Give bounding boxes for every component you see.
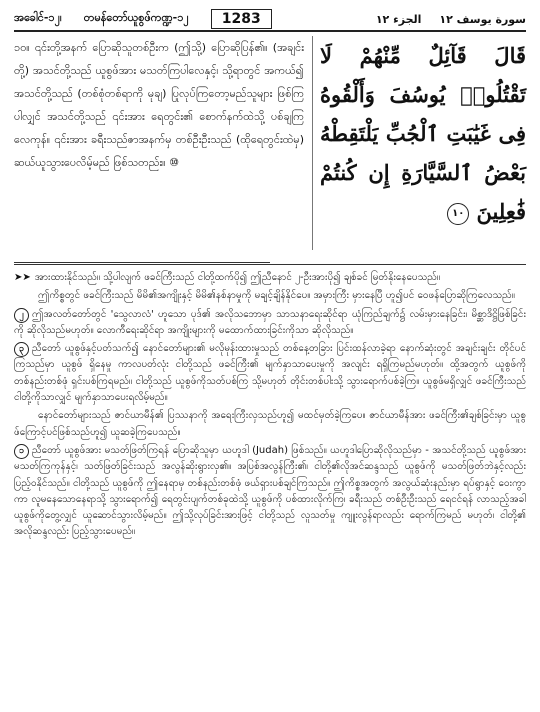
header-title: တမန်တော်ယူစွဖ်ကဏ္ဍ-၁၂	[83, 11, 189, 24]
arabic-column	[320, 36, 526, 231]
header-right	[376, 13, 526, 26]
footnote-ref: ⑩	[169, 156, 179, 169]
footnote-text: ညီတော် ယူစွဖ်အား မသတ်ဖြတ်ကြရန် ပြောဆိုသူမှာ ယဟူဒါ (Judah) ဖြစ်သည်။ ယဟူဒါပြောဆိုလိုသည်မှာ - အသင်တို့သည် ယူစွဖ်အား မသတ်ကြကုန်နှင့်၊ သတ်ဖြတ်ခြင်းသည် အလွန်ဆိုးရွားလှ၏။ အပြစ်အလွန်ကြီး၏၊ ငါတို့၏လိုအင်ဆန္ဒသည် ယူစွဖ်ကို မသတ်ဖြတ်ဘဲနှင့်လည်း ပြည့်ဝနိုင်သည်။ ငါတို့သည် ယူစွဖ်ကို ဤနေရာမှ တစ်နည်းတစ်ဖုံ ဖယ်ရှားပစ်ချင်ကြသည်။ ဤကိစ္စအတွက် အလွယ်ဆုံးနည်းမှာ ရပ်ရွာနှင့် ဝေးကွာကာ လူမနေသောနေရာသို့ သွားရောက်၍ ရေတွင်းပျက်တစ်ခုထဲသို့ ယူစွဖ်ကို ပစ်ထားလိုက်ကြ၊ ခရီးသည် တစ်ဦးဦးသည် ရေငင်ရန် လာသည့်အခါ ယူစွဖ်ကိုတွေ့လျှင် ယူဆောင်သွားလိမ့်မည်။ ဤသို့လုပ်ခြင်းအားဖြင့် ငါတို့သည် လူသတ်မှု ကျူးလွန်ရာလည်း ရောက်ကြမည် မဟုတ်၊ ငါတို့၏ အလိုဆန္ဒလည်း ပြည့်သွားပေမည်။	[14, 444, 526, 538]
footnote-paragraph	[14, 341, 526, 406]
footnote-paragraph	[14, 443, 526, 541]
translation-text: ၎င်းတို့အနက် ပြောဆိုသူတစ်ဦးက (ဤသို့) ပြောဆိုပြန်၏။ (အချင်းတို့) အသင်တို့သည် ယူစွဖ်အား မသတ်ကြပါလေနှင့်၊ သို့ရာတွင် အကယ်၍ အသင်တို့သည် (တစ်စုံတစ်ရာကို မုချ) ပြုလုပ်ကြတော့မည်သူများ ဖြစ်ကြပါလျှင် အသင်တို့သည် ၎င်းအား ရေတွင်း၏ စောက်နက်ထဲသို့ ပစ်ချကြလေကုန်။ ၎င်းအား ခရီးသည်ဇာအနက်မှ တစ်ဦးဦးသည် (ထိုရေတွင်းထဲမှ) ဆယ်ယူသွားပေလိမ့်မည် ဖြစ်သတည်း။	[14, 41, 304, 169]
footnotes	[14, 270, 526, 543]
footnote-marker: ၃	[14, 342, 29, 357]
footnote-paragraph	[14, 270, 526, 286]
footnote-paragraph	[14, 307, 526, 340]
header-juz: الجزء ١٢	[375, 12, 422, 26]
footnote-text: နောင်တော်များသည် ဇာင်ယာမီန်၏ ပြဿနာကို အရေးကြီးလှသည်ဟူ၍ မထင်မှတ်ခဲ့ကြပေ။ ဇာင်ယာမီန်အား ဖခင်ကြီး၏ချစ်ခြင်းမှာ ယူစွဖ်ကြောင့်ပင်ဖြစ်သည်ဟူ၍ ယူဆခဲ့ကြပေသည်။	[14, 410, 526, 438]
page-number: 1283	[211, 9, 272, 29]
footnote-text: ညီတော် ယူစွဖ်နှင့်ပတ်သက်၍ နောင်တော်များ၏ မလိုမုန်းထားမှုသည် တစ်နေ့တခြား ပြင်းထန်လာခဲ့ရာ နောက်ဆုံးတွင် အချင်းချင်း တိုင်ပင်ကြသည်မှာ ယူစွဖ် ရှိနေမှု ကာလပတ်လုံး ငါတို့သည် ဖခင်ကြီး၏ မျက်နှာသာပေးမှုကို အလျင်း ရရှိကြမည်မဟုတ်။ ထို့အတွက် ယူစွဖ်ကို တစ်နည်းတစ်ဖုံ ရှင်းပစ်ကြရမည်။ ငါတို့သည် ယူစွဖ်ကိုသတ်ပစ်ကြ သို့မဟုတ် တိုင်းတစ်ပါးသို့ သွားရောက်ပစ်ခဲ့ကြ။ ယူစွဖ်မရှိလျှင် ဖခင်ကြီးသည် ငါတို့ကိုသာလျှင် မျက်နှာသာပေးရလိမ့်မည်။	[14, 343, 526, 404]
header-surah: سورة يوسف ١٢	[439, 12, 526, 26]
column-divider	[312, 36, 313, 250]
header-chapter: အခေါင်-၁၂၊	[14, 11, 62, 24]
footnote-text: ဤကိစ္စတွင် ဖခင်ကြီးသည် မိမိ၏အကျိုးနှင့် မိမိ၏နစ်နာမှုကို မချင့်ချိန်နိုင်ပေ။ အမှားကြီး မှားနေပြီ ဟူ၍ပင် ဝေဖန်ပြောဆိုကြလေသည်။	[38, 290, 515, 302]
arabic-text: قَالَ قَآئِلٌ مِّنْهُمْ لَا تَقْتُلُوا۟ يُوسُفَ وَأَلْقُوهُ فِى غَيَٰبَتِ ٱلْجُبِّ يَلْتَقِطْهُ بَعْضُ ٱلسَّيَّارَةِ إِن كُنتُمْ فَٰعِلِينَ	[320, 43, 526, 224]
page-header	[14, 8, 526, 32]
footnote-marker: ၂	[14, 308, 29, 323]
header-left	[14, 9, 272, 29]
footnote-paragraph	[14, 408, 526, 441]
verse-number: ၁၀။	[14, 41, 30, 54]
footnote-rule	[14, 262, 270, 263]
footnote-separator	[14, 264, 526, 265]
arrow-icon: ➤➤	[14, 272, 31, 283]
footnote-text: ဤအလတ်တော်တွင် 'သွေလာလံ' ဟူသော ပုဒ်၏ အလိုသဘောမှာ သာသနာရေးဆိုင်ရာ ယုံကြည်ချက်၌ လမ်းမှားနေခြင်း၊ မိစ္ဆာဒိဋ္ဌိဖြစ်ခြင်းကို ဆိုလိုသည်မဟုတ်။ လောကီရေးဆိုင်ရာ အကျိုးများကို မထောက်ထားခြင်းကိုသာ ဆိုလိုသည်။	[14, 308, 526, 336]
footnote-marker: ၁	[14, 444, 29, 459]
footnote-text: အားထားနိုင်သည်။ သို့ပါလျက် ဖခင်ကြီးသည် ငါတို့ထက်ပို၍ ဤညီနောင် ၂-ဦးအားပို၍ ချစ်ခင် မြတ်နိုးနေပေသည်။	[34, 272, 440, 283]
verse-section	[14, 36, 526, 252]
ayah-number: ١٠	[447, 203, 469, 225]
translation-column	[14, 36, 304, 174]
footnote-paragraph	[14, 288, 526, 304]
